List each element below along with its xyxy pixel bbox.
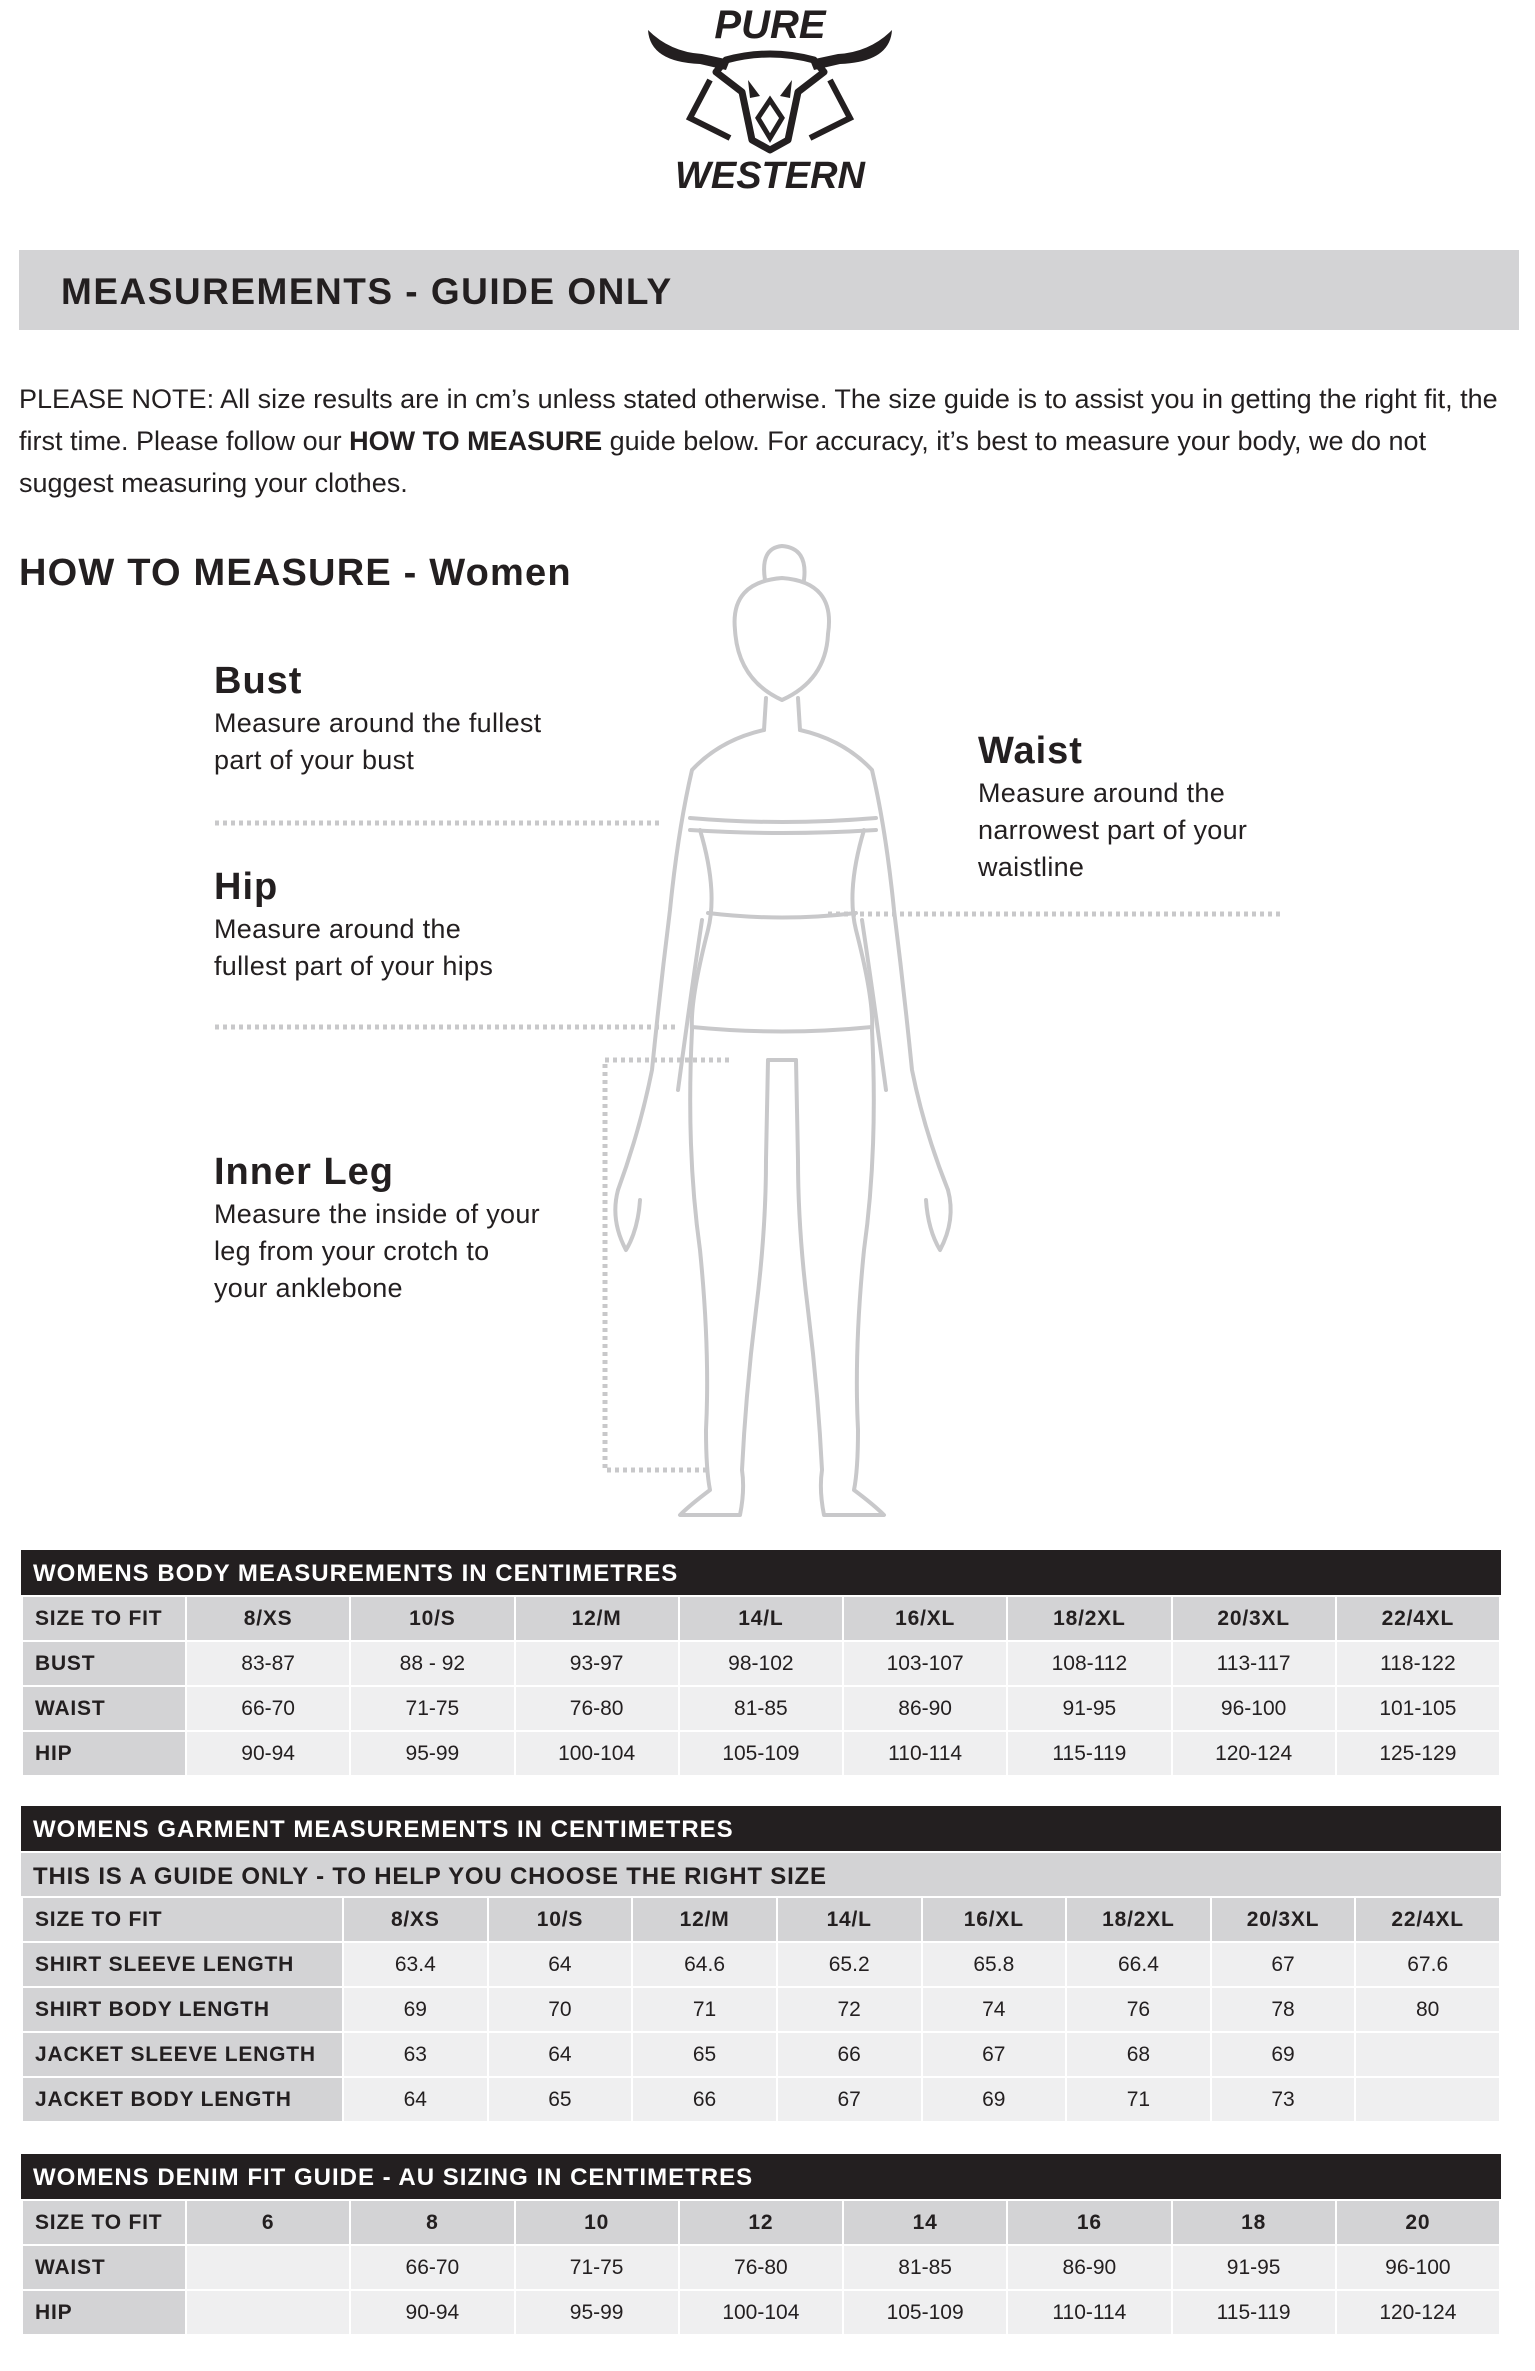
- denim-fit-table: [21, 2154, 1501, 2336]
- table-cell: 64: [343, 2077, 488, 2122]
- table-header-row: [22, 1897, 1500, 1942]
- row-label-cell: WAIST: [22, 2245, 186, 2290]
- table-cell: 65: [488, 2077, 633, 2122]
- table-row: [22, 1731, 1500, 1776]
- table-cell: 67.6: [1355, 1942, 1500, 1987]
- table-cell: 70: [488, 1987, 633, 2032]
- table-cell: 90-94: [186, 1731, 350, 1776]
- body-measurements-table: [21, 1550, 1501, 1777]
- table-cell: 22/4XL: [1336, 1596, 1500, 1641]
- table-cell: 65.2: [777, 1942, 922, 1987]
- row-label-cell: HIP: [22, 1731, 186, 1776]
- table-cell: 69: [922, 2077, 1067, 2122]
- table-cell: 18/2XL: [1007, 1596, 1171, 1641]
- table-cell: 76-80: [515, 1686, 679, 1731]
- table-cell: 8/XS: [186, 1596, 350, 1641]
- waist-desc-3: waistline: [978, 852, 1085, 882]
- table-cell: 72: [777, 1987, 922, 2032]
- inner-leg-guide-line: [601, 1056, 731, 1476]
- table-row: [22, 1686, 1500, 1731]
- table-cell: 67: [777, 2077, 922, 2122]
- how-to-measure-title: HOW TO MEASURE - Women: [19, 552, 572, 594]
- table-cell: 66.4: [1066, 1942, 1211, 1987]
- table-cell: 100-104: [679, 2290, 843, 2335]
- table-cell: 16/XL: [922, 1897, 1067, 1942]
- hip-label: Hip: [214, 866, 279, 908]
- note-bold: HOW TO MEASURE: [349, 426, 603, 456]
- garment-table-subtitle: THIS IS A GUIDE ONLY - TO HELP YOU CHOOSE THE RIGHT SIZE: [21, 1851, 1501, 1896]
- bust-guide-line: [215, 820, 660, 826]
- table-cell: 67: [1211, 1942, 1356, 1987]
- table-cell: 86-90: [1007, 2245, 1171, 2290]
- table-cell: 63: [343, 2032, 488, 2077]
- waist-guide-line: [828, 911, 1283, 917]
- hip-guide-line: [215, 1024, 675, 1030]
- table-cell: 14: [843, 2200, 1007, 2245]
- table-cell: 65.8: [922, 1942, 1067, 1987]
- table-cell: 12: [679, 2200, 843, 2245]
- row-label-cell: SHIRT SLEEVE LENGTH: [22, 1942, 343, 1987]
- bull-head-icon: [630, 0, 910, 200]
- table-cell: 95-99: [350, 1731, 514, 1776]
- bust-desc-2: part of your bust: [214, 745, 415, 775]
- table-cell: 65: [632, 2032, 777, 2077]
- inner-leg-label-block: [214, 1148, 540, 1307]
- table-cell: 83-87: [186, 1641, 350, 1686]
- table-cell: 81-85: [843, 2245, 1007, 2290]
- table-cell: 71: [1066, 2077, 1211, 2122]
- table-cell: 118-122: [1336, 1641, 1500, 1686]
- table-cell: 20: [1336, 2200, 1500, 2245]
- table-cell: 12/M: [515, 1596, 679, 1641]
- table-cell: 20/3XL: [1211, 1897, 1356, 1942]
- inner-leg-desc-2: leg from your crotch to: [214, 1236, 490, 1266]
- table-cell: 110-114: [843, 1731, 1007, 1776]
- table-row: [22, 1942, 1500, 1987]
- inner-leg-desc-1: Measure the inside of your: [214, 1199, 540, 1229]
- table-cell: 66: [632, 2077, 777, 2122]
- table-cell: 96-100: [1172, 1686, 1336, 1731]
- waist-label-block: [978, 727, 1247, 886]
- table-cell: 108-112: [1007, 1641, 1171, 1686]
- logo-top-text: PURE: [714, 3, 826, 47]
- garment-table-title: WOMENS GARMENT MEASUREMENTS IN CENTIMETRES: [21, 1806, 1501, 1851]
- row-label-cell: BUST: [22, 1641, 186, 1686]
- row-label-cell: SIZE TO FIT: [22, 1596, 186, 1641]
- table-cell: 103-107: [843, 1641, 1007, 1686]
- header-band: [19, 250, 1519, 330]
- table-cell: 66-70: [186, 1686, 350, 1731]
- table-row: [22, 2032, 1500, 2077]
- table-cell: 115-119: [1172, 2290, 1336, 2335]
- table-cell: 88 - 92: [350, 1641, 514, 1686]
- table-cell: 80: [1355, 1987, 1500, 2032]
- table-cell: 120-124: [1336, 2290, 1500, 2335]
- table-cell: 91-95: [1007, 1686, 1171, 1731]
- hip-desc-1: Measure around the: [214, 914, 462, 944]
- table-cell: 100-104: [515, 1731, 679, 1776]
- table-cell: [1355, 2077, 1500, 2122]
- table-cell: 81-85: [679, 1686, 843, 1731]
- row-label-cell: SHIRT BODY LENGTH: [22, 1987, 343, 2032]
- table-cell: 74: [922, 1987, 1067, 2032]
- table-row: [22, 2077, 1500, 2122]
- table-cell: 16: [1007, 2200, 1171, 2245]
- table-cell: 64: [488, 1942, 633, 1987]
- table-cell: 113-117: [1172, 1641, 1336, 1686]
- table-cell: 64.6: [632, 1942, 777, 1987]
- row-label-cell: SIZE TO FIT: [22, 2200, 186, 2245]
- table-cell: [186, 2290, 350, 2335]
- row-label-cell: JACKET SLEEVE LENGTH: [22, 2032, 343, 2077]
- row-label-cell: HIP: [22, 2290, 186, 2335]
- table-cell: 71-75: [515, 2245, 679, 2290]
- table-header-row: [22, 1596, 1500, 1641]
- bust-label-block: [214, 657, 542, 779]
- table-cell: 14/L: [679, 1596, 843, 1641]
- bust-desc-1: Measure around the fullest: [214, 708, 542, 738]
- inner-leg-desc-3: your anklebone: [214, 1273, 403, 1303]
- table-row: [22, 1641, 1500, 1686]
- table-header-row: [22, 2200, 1500, 2245]
- hip-label-block: [214, 863, 493, 985]
- denim-table-title: WOMENS DENIM FIT GUIDE - AU SIZING IN CENTIMETRES: [21, 2154, 1501, 2199]
- table-cell: 115-119: [1007, 1731, 1171, 1776]
- garment-measurements-table: [21, 1806, 1501, 2123]
- table-cell: 98-102: [679, 1641, 843, 1686]
- table-cell: 71: [632, 1987, 777, 2032]
- table-cell: 18: [1172, 2200, 1336, 2245]
- row-label-cell: JACKET BODY LENGTH: [22, 2077, 343, 2122]
- table-cell: 101-105: [1336, 1686, 1500, 1731]
- table-cell: 86-90: [843, 1686, 1007, 1731]
- table-cell: 10/S: [488, 1897, 633, 1942]
- table-cell: 69: [343, 1987, 488, 2032]
- waist-label: Waist: [978, 730, 1083, 772]
- table-cell: 73: [1211, 2077, 1356, 2122]
- table-cell: 6: [186, 2200, 350, 2245]
- table-cell: 71-75: [350, 1686, 514, 1731]
- table-cell: 66: [777, 2032, 922, 2077]
- table-cell: 8/XS: [343, 1897, 488, 1942]
- page-title: MEASUREMENTS - GUIDE ONLY: [61, 271, 673, 312]
- table-cell: 10: [515, 2200, 679, 2245]
- table-row: [22, 2290, 1500, 2335]
- table-cell: 69: [1211, 2032, 1356, 2077]
- table-cell: 63.4: [343, 1942, 488, 1987]
- table-cell: 105-109: [679, 1731, 843, 1776]
- table-cell: 90-94: [350, 2290, 514, 2335]
- bust-label: Bust: [214, 660, 303, 702]
- row-label-cell: SIZE TO FIT: [22, 1897, 343, 1942]
- table-cell: 12/M: [632, 1897, 777, 1942]
- table-cell: 78: [1211, 1987, 1356, 2032]
- waist-desc-2: narrowest part of your: [978, 815, 1248, 845]
- table-cell: 8: [350, 2200, 514, 2245]
- table-cell: 67: [922, 2032, 1067, 2077]
- table-cell: 96-100: [1336, 2245, 1500, 2290]
- size-note: [19, 378, 1519, 504]
- table-cell: 20/3XL: [1172, 1596, 1336, 1641]
- table-cell: 110-114: [1007, 2290, 1171, 2335]
- table-cell: 91-95: [1172, 2245, 1336, 2290]
- table-cell: 10/S: [350, 1596, 514, 1641]
- table-cell: 125-129: [1336, 1731, 1500, 1776]
- table-cell: 95-99: [515, 2290, 679, 2335]
- waist-desc-1: Measure around the: [978, 778, 1226, 808]
- body-table-title: WOMENS BODY MEASUREMENTS IN CENTIMETRES: [21, 1550, 1501, 1595]
- table-cell: 76-80: [679, 2245, 843, 2290]
- table-cell: 18/2XL: [1066, 1897, 1211, 1942]
- table-cell: 105-109: [843, 2290, 1007, 2335]
- inner-leg-label: Inner Leg: [214, 1151, 395, 1193]
- table-cell: [186, 2245, 350, 2290]
- table-cell: 66-70: [350, 2245, 514, 2290]
- note-text-1: PLEASE NOTE: All size results are in cm’s unless stated otherwise. The size guide is to assist you in getting the right fit, the first time. Please follow our: [19, 384, 1498, 456]
- table-cell: [1355, 2032, 1500, 2077]
- table-cell: 93-97: [515, 1641, 679, 1686]
- table-cell: 64: [488, 2032, 633, 2077]
- table-cell: 120-124: [1172, 1731, 1336, 1776]
- table-cell: 22/4XL: [1355, 1897, 1500, 1942]
- table-row: [22, 1987, 1500, 2032]
- logo-bottom-text: WESTERN: [675, 155, 865, 197]
- table-cell: 68: [1066, 2032, 1211, 2077]
- table-cell: 14/L: [777, 1897, 922, 1942]
- pure-western-logo: [630, 0, 910, 200]
- table-cell: 76: [1066, 1987, 1211, 2032]
- table-cell: 16/XL: [843, 1596, 1007, 1641]
- table-row: [22, 2245, 1500, 2290]
- hip-desc-2: fullest part of your hips: [214, 951, 494, 981]
- row-label-cell: WAIST: [22, 1686, 186, 1731]
- note-text-2: guide below. For accuracy, it’s best to measure your body, we do not suggest measuring your clothes.: [19, 426, 1427, 498]
